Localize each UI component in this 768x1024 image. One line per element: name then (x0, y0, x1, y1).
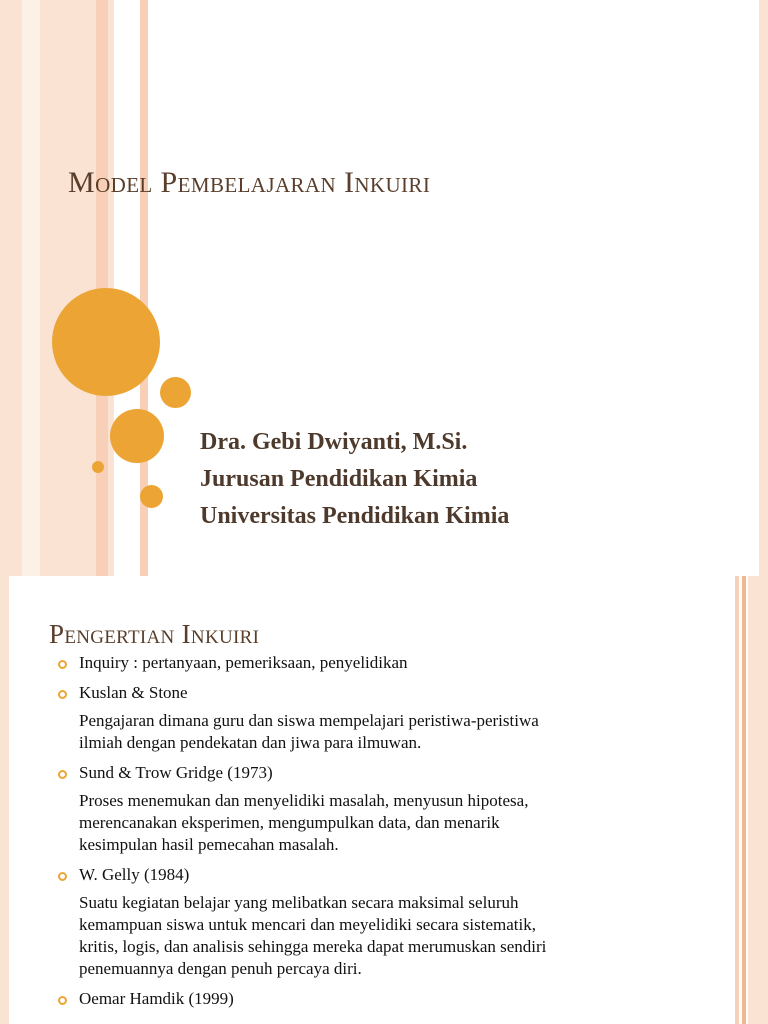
desc-line: merencanakan eksperimen, mengumpulkan data, dan menarik (79, 813, 500, 832)
list-item (58, 762, 718, 856)
slide-title: Pengertian Inkuiri (49, 619, 260, 649)
bullet-head: Inquiry : pertanyaan, pemeriksaan, penyelidikan (79, 653, 408, 672)
bullet-icon (58, 690, 67, 699)
bullet-head: Kuslan & Stone (79, 683, 188, 702)
university: Universitas Pendidikan Kimia (200, 503, 510, 529)
decor-band (40, 0, 96, 576)
decor-band (0, 576, 9, 1024)
department: Jurusan Pendidikan Kimia (200, 466, 478, 492)
slide-title: Model Pembelajaran Inkuiri (68, 166, 431, 199)
decor-band (735, 576, 739, 1024)
decor-circle (110, 409, 164, 463)
desc-line: Proses menemukan dan menyelidiki masalah, menyusun hipotesa, (79, 791, 529, 810)
decor-band (759, 0, 768, 576)
decor-band (0, 0, 22, 576)
list-item (58, 864, 718, 980)
desc-line: ilmiah dengan pendekatan dan jiwa para ilmuwan. (79, 733, 422, 752)
desc-line: Pengajaran dimana guru dan siswa mempelajari peristiwa-peristiwa (79, 711, 539, 730)
bullet-icon (58, 996, 67, 1005)
decor-circle-large (52, 288, 160, 396)
bullet-description (58, 892, 718, 980)
bullet-description (58, 710, 718, 754)
list-item (58, 652, 718, 674)
desc-line: kritis, logis, dan analisis sehingga mereka dapat merumuskan sendiri (79, 937, 547, 956)
list-item (58, 682, 718, 754)
decor-band (742, 576, 746, 1024)
bullet-head: W. Gelly (1984) (79, 865, 190, 884)
bullet-icon (58, 872, 67, 881)
bullet-head: Oemar Hamdik (1999) (79, 989, 234, 1008)
bullet-head: Sund & Trow Gridge (1973) (79, 763, 273, 782)
content-slide (0, 576, 768, 1024)
list-item (58, 988, 718, 1010)
bullet-icon (58, 770, 67, 779)
desc-line: kesimpulan hasil pemecahan masalah. (79, 835, 339, 854)
decor-circle (160, 377, 191, 408)
desc-line: Suatu kegiatan belajar yang melibatkan secara maksimal seluruh (79, 893, 519, 912)
desc-line: penemuannya dengan penuh percaya diri. (79, 959, 362, 978)
bullet-list (58, 652, 718, 1010)
decor-band (748, 576, 768, 1024)
author-name: Dra. Gebi Dwiyanti, M.Si. (200, 429, 468, 455)
decor-band (22, 0, 40, 576)
decor-circle-small (92, 461, 104, 473)
desc-line: kemampuan siswa untuk mencari dan meyelidiki secara sistematik, (79, 915, 536, 934)
bullet-description (58, 790, 718, 856)
bullet-icon (58, 660, 67, 669)
decor-circle (140, 485, 163, 508)
author-block (200, 424, 509, 535)
